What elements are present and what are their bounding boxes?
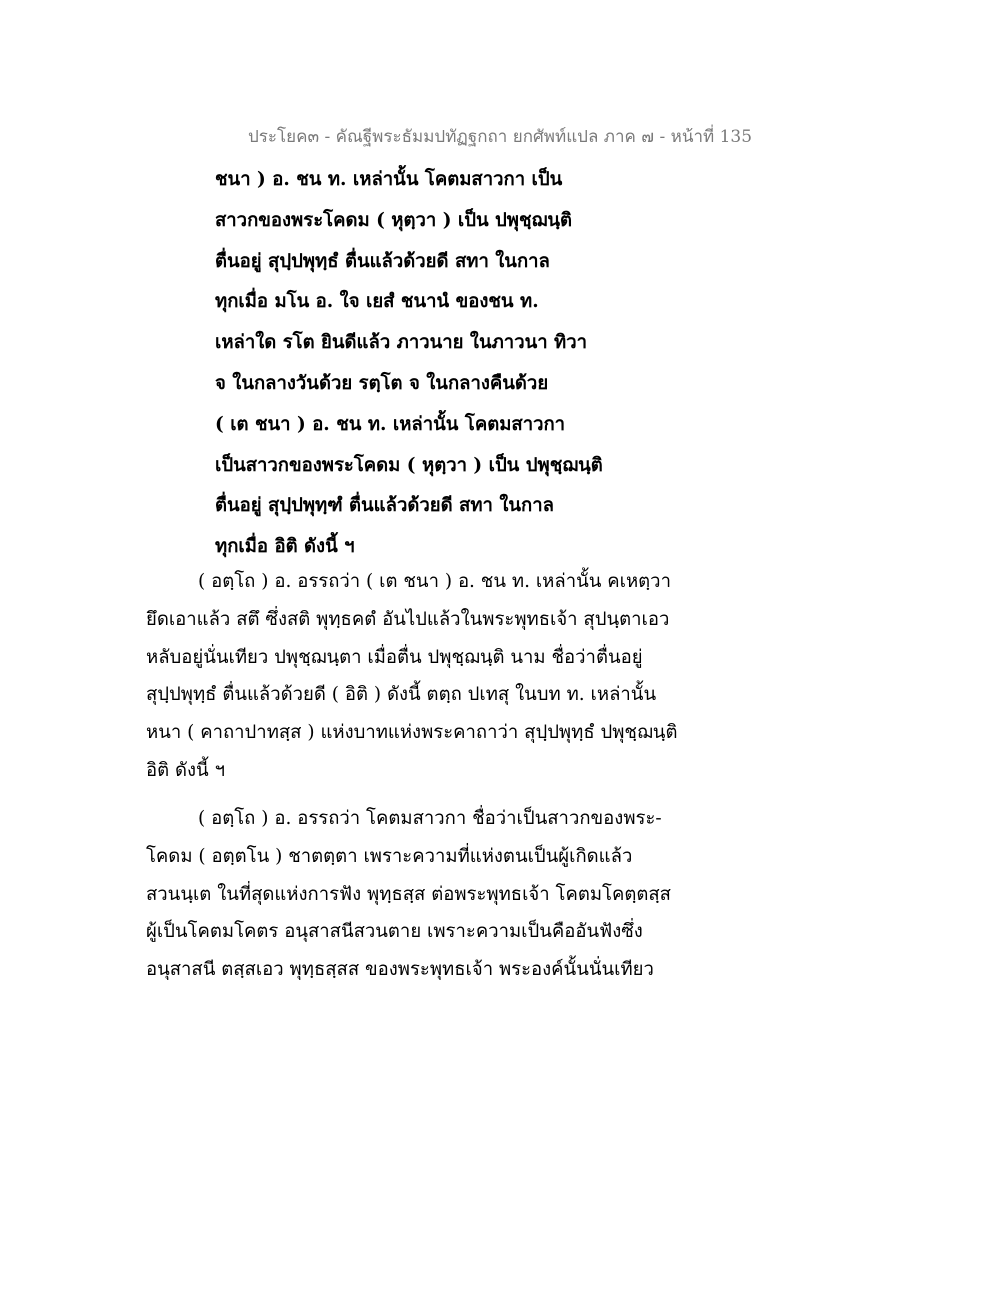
verse-line: ตื่นอยู่ สุปฺปพุทฺธํ ตื่นแล้วด้วยดี สทา ในกาล <box>215 250 550 272</box>
verse-line: จ ในกลางวันด้วย รตฺโต จ ในกลางคืนด้วย <box>215 372 549 394</box>
verse-block <box>215 160 755 568</box>
commentary-paragraph-2 <box>146 800 866 989</box>
verse-line: ( เต ชนา ) อ. ชน ท. เหล่านั้น โคตมสาวกา <box>215 413 566 435</box>
verse-line: ตื่นอยู่ สุปฺปพุทฺฑํ ตื่นแล้วด้วยดี สทา ในกาล <box>215 495 554 517</box>
paragraph-line: สวนนฺเต ในที่สุดแห่งการฟัง พุทฺธสฺส ต่อพระพุทธเจ้า โคตมโคตฺตสฺส <box>146 883 671 905</box>
paragraph-line: ผู้เป็นโคตมโคตร อนุสาสนีสวนตาย เพราะความเป็นคืออันฟังซึ่ง <box>146 921 643 943</box>
paragraph-line: โคดม ( อตฺตโน ) ชาตตฺตา เพราะความที่แห่งตนเป็นผู้เกิดแล้ว <box>146 845 633 867</box>
verse-line: สาวกของพระโคดม ( หุตฺวา ) เป็น ปพุชฺฌนฺติ <box>215 209 573 231</box>
paragraph-line: ( อตฺโถ ) อ. อรรถว่า ( เต ชนา ) อ. ชน ท. เหล่านั้น คเหตฺวา <box>198 571 671 592</box>
paragraph-line: ( อตฺโถ ) อ. อรรถว่า โคตมสาวกา ชื่อว่าเป็นสาวกของพระ- <box>198 808 662 829</box>
paragraph-line: หลับอยู่นั่นเทียว ปพุชฺฌนฺตา เมื่อตื่น ปพุชฺฌนฺติ นาม ชื่อว่าตื่นอยู่ <box>146 646 643 668</box>
paragraph-line: ยึดเอาแล้ว สตึ ซึ่งสติ พุทฺธคตํ อันไปแล้วในพระพุทธเจ้า สุปนฺตาเอว <box>146 608 670 630</box>
paragraph-line: หนา ( คาถาปาทสฺส ) แห่งบาทแห่งพระคาถาว่า สุปฺปพุทฺธํ ปพุชฺฌนฺติ <box>146 722 678 744</box>
paragraph-line: อิติ ดังนี้ ฯ <box>146 759 225 781</box>
running-header: ประโยค๓ - คัณฐีพระธัมมปทัฏฐกถา ยกศัพท์แปล ภาค ๗ - หน้าที่ 135 <box>247 127 753 147</box>
verse-line: ชนา ) อ. ชน ท. เหล่านั้น โคตมสาวกา เป็น <box>215 169 563 190</box>
verse-line: ทุกเมื่อ มโน อ. ใจ เยสํ ชนานํ ของชน ท. <box>215 291 539 313</box>
paragraph-line: สุปฺปพุทฺธํ ตื่นแล้วด้วยดี ( อิติ ) ดังนี้ ตตฺถ ปเทสุ ในบท ท. เหล่านั้น <box>146 684 657 706</box>
commentary-paragraph-1 <box>146 563 866 790</box>
paragraph-line: อนุสาสนี ตสฺสเอว พุทฺธสฺสส ของพระพุทธเจ้า พระองค์นั้นนั่นเทียว <box>146 959 654 981</box>
verse-line: ทุกเมื่อ อิติ ดังนี้ ฯ <box>215 536 355 558</box>
verse-line: เหล่าใด รโต ยินดีแล้ว ภาวนาย ในภาวนา ทิวา <box>215 332 588 354</box>
verse-line: เป็นสาวกของพระโคดม ( หุตฺวา ) เป็น ปพุชฺฌนฺติ <box>215 454 603 476</box>
